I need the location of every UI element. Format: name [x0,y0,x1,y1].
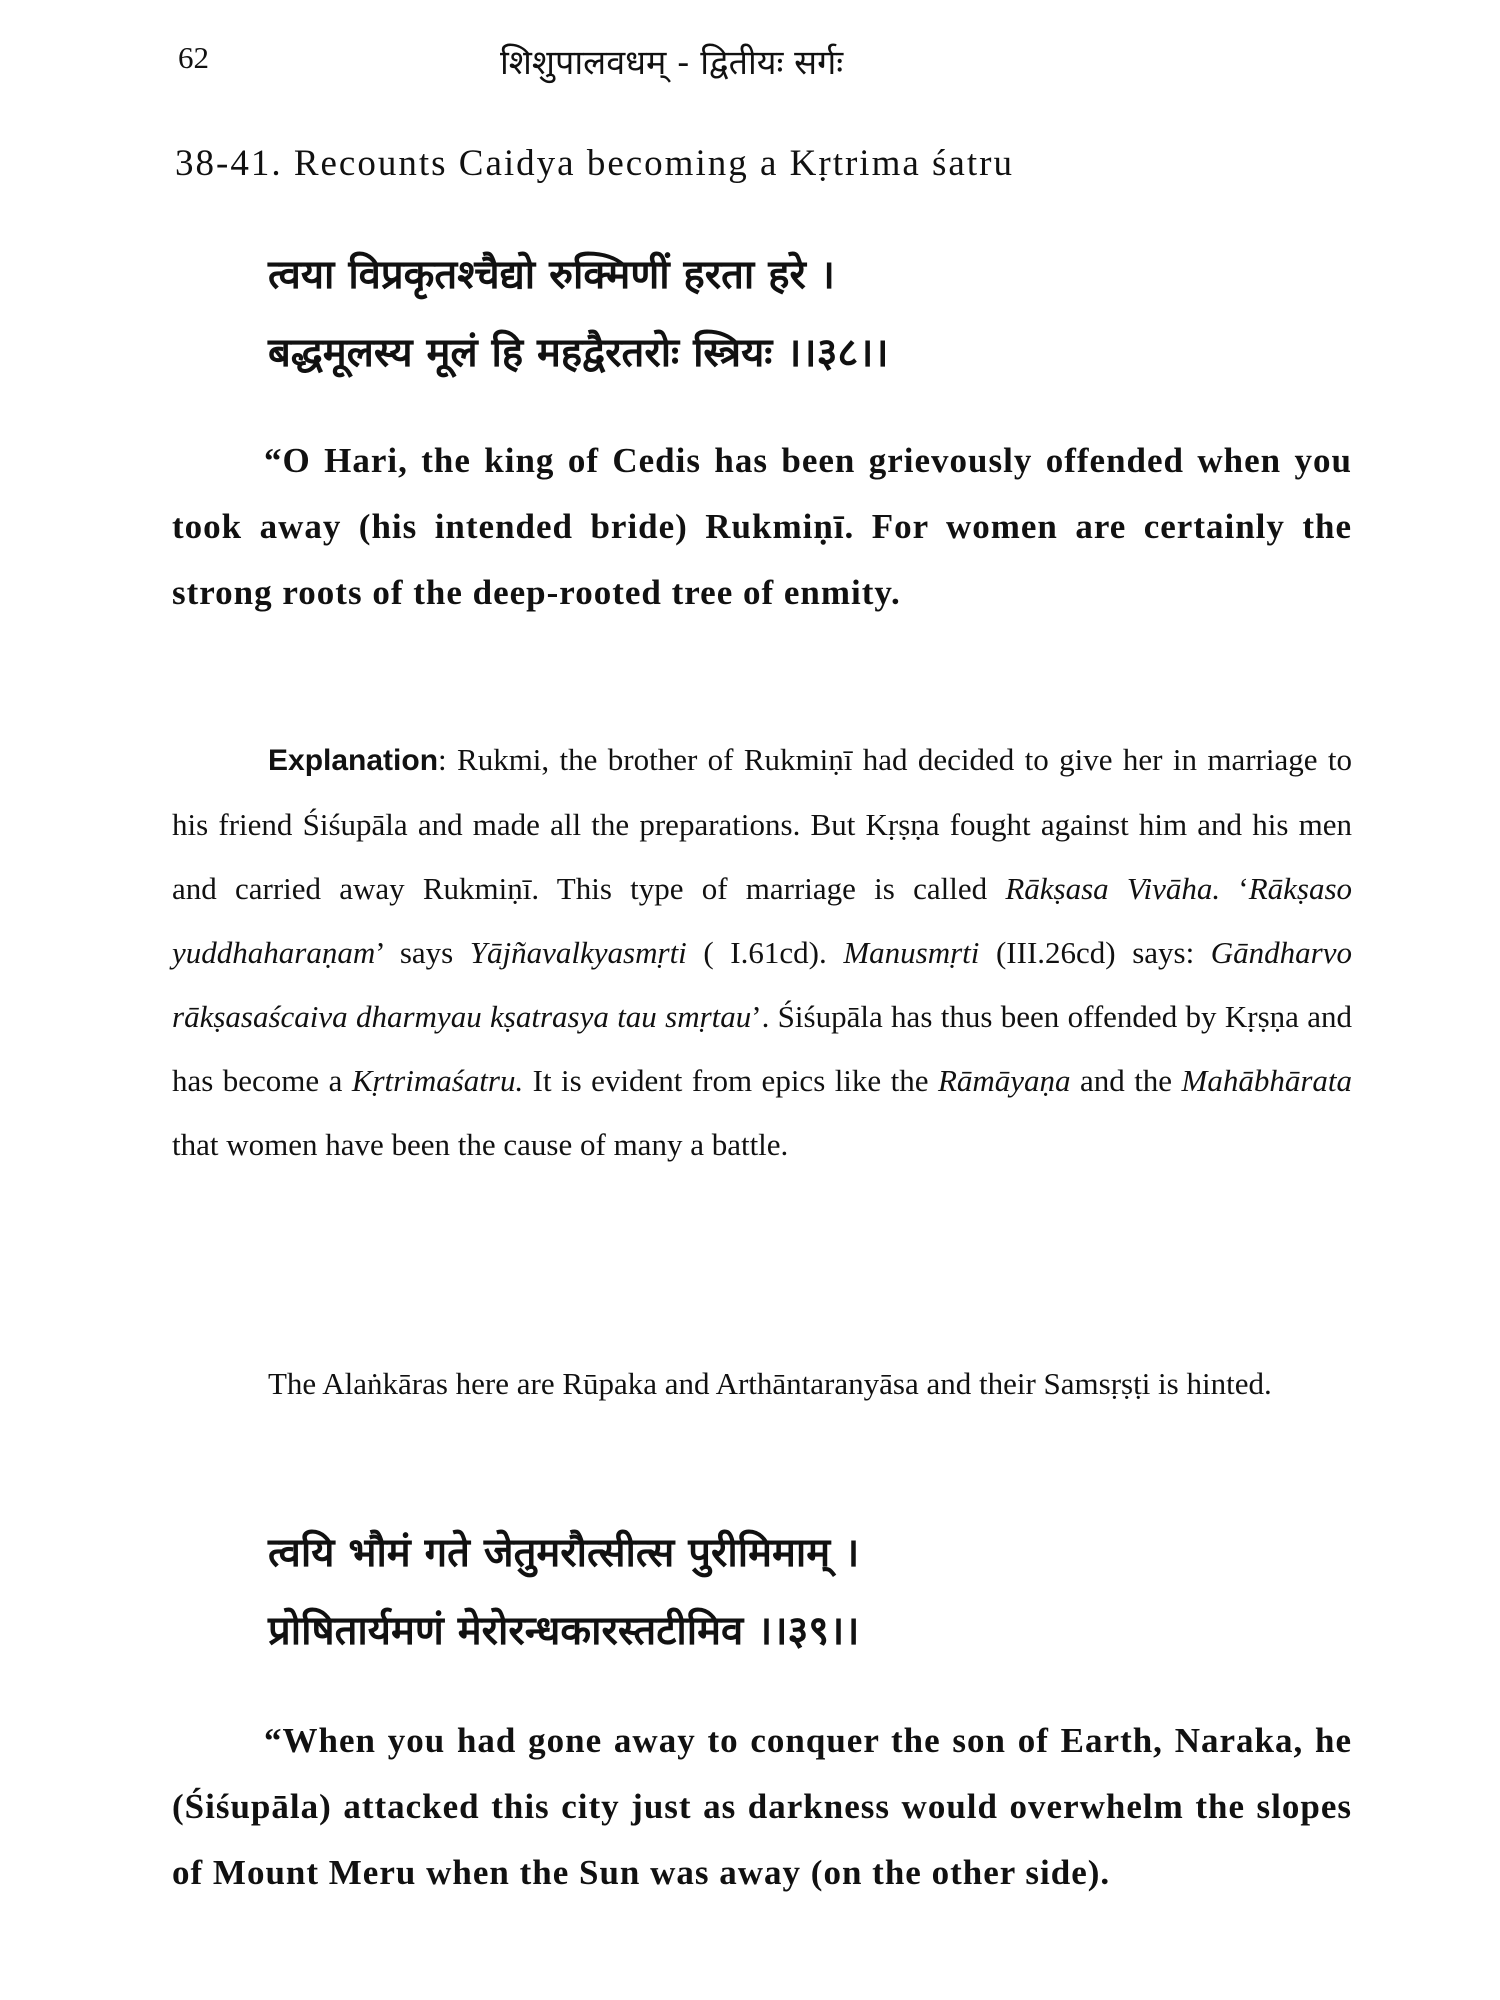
explanation-term: Yājñavalkyasmṛti [469,935,687,970]
explanation-text: ( I.61cd). [686,935,844,970]
alankara-note: The Alaṅkāras here are Rūpaka and Arthāntaranyāsa and their Samsṛṣṭi is hinted. [268,1366,1272,1401]
explanation-text: ‘ [1220,871,1249,906]
translation-39: “When you had gone away to conquer the son of Earth, Naraka, he (Śiśupāla) attacked this city just as darkness would overwhelm the slopes of Mount Meru when the Sun was away (on the other side). [172,1721,1352,1892]
explanation-term: Rākṣasa Vivāha. [1005,871,1221,906]
explanation-text: ’. Śiśupāla has thus been offended by Kṛṣṇa and has become a [172,999,1352,1098]
explanation-label: Explanation [268,744,439,777]
explanation-paragraph [172,728,1352,1177]
page-number: 62 [178,40,209,75]
explanation-term: Gāndharvo rākṣasaścaiva dharmyau kṣatrasya tau smṛtau [172,935,1352,1034]
explanation-term: Rāmāyaṇa [937,1063,1071,1098]
explanation-text: that women have been the cause of many a battle. [172,1127,789,1162]
verse-39 [268,1514,859,1670]
translation-38: “O Hari, the king of Cedis has been grievously offended when you took away (his intended bride) Rukmiṇī. For women are certainly the strong roots of the deep-rooted tree of enmity. [172,441,1352,612]
verse-39-line-1: त्वयि भौमं गते जेतुमरौत्सीत्स पुरीमिमाम् । [268,1530,860,1576]
explanation-term: Manusmṛti [843,935,980,970]
verse-38-line-1: त्वया विप्रकृतश्चैद्यो रुक्मिणीं हरता हरे । [268,252,835,298]
explanation-term: Rākṣaso yuddhaharaṇam [172,871,1353,970]
verse-38-line-2: बद्धमूलस्य मूलं हि महद्वैरतरोः स्त्रियः ।।३८।। [268,330,889,376]
running-title: शिशुपालवधम् - द्वितीयः सर्गः [500,43,844,83]
explanation-text: It is evident from epics like the [523,1063,938,1098]
explanation-text: : Rukmi, the brother of Rukmiṇī had decided to give her in marriage to his friend Śiśupāla and made all the preparations. But Kṛṣṇa fought against him and his men and carried away Rukmiṇī. This type of marriage is called [172,742,1352,906]
section-heading: 38-41. Recounts Caidya becoming a Kṛtrima śatru [175,143,1014,184]
verse-39-line-2: प्रोषितार्यमणं मेरोरन्धकारस्तटीमिव ।।३९।। [268,1608,860,1654]
explanation-text: ’ says [375,935,470,970]
explanation-text: and the [1070,1063,1182,1098]
verse-38 [268,236,889,392]
explanation-text: (III.26cd) says: [979,935,1211,970]
explanation-term: Mahābhārata [1181,1063,1353,1098]
explanation-term: Kṛtrimaśatru. [351,1063,524,1098]
